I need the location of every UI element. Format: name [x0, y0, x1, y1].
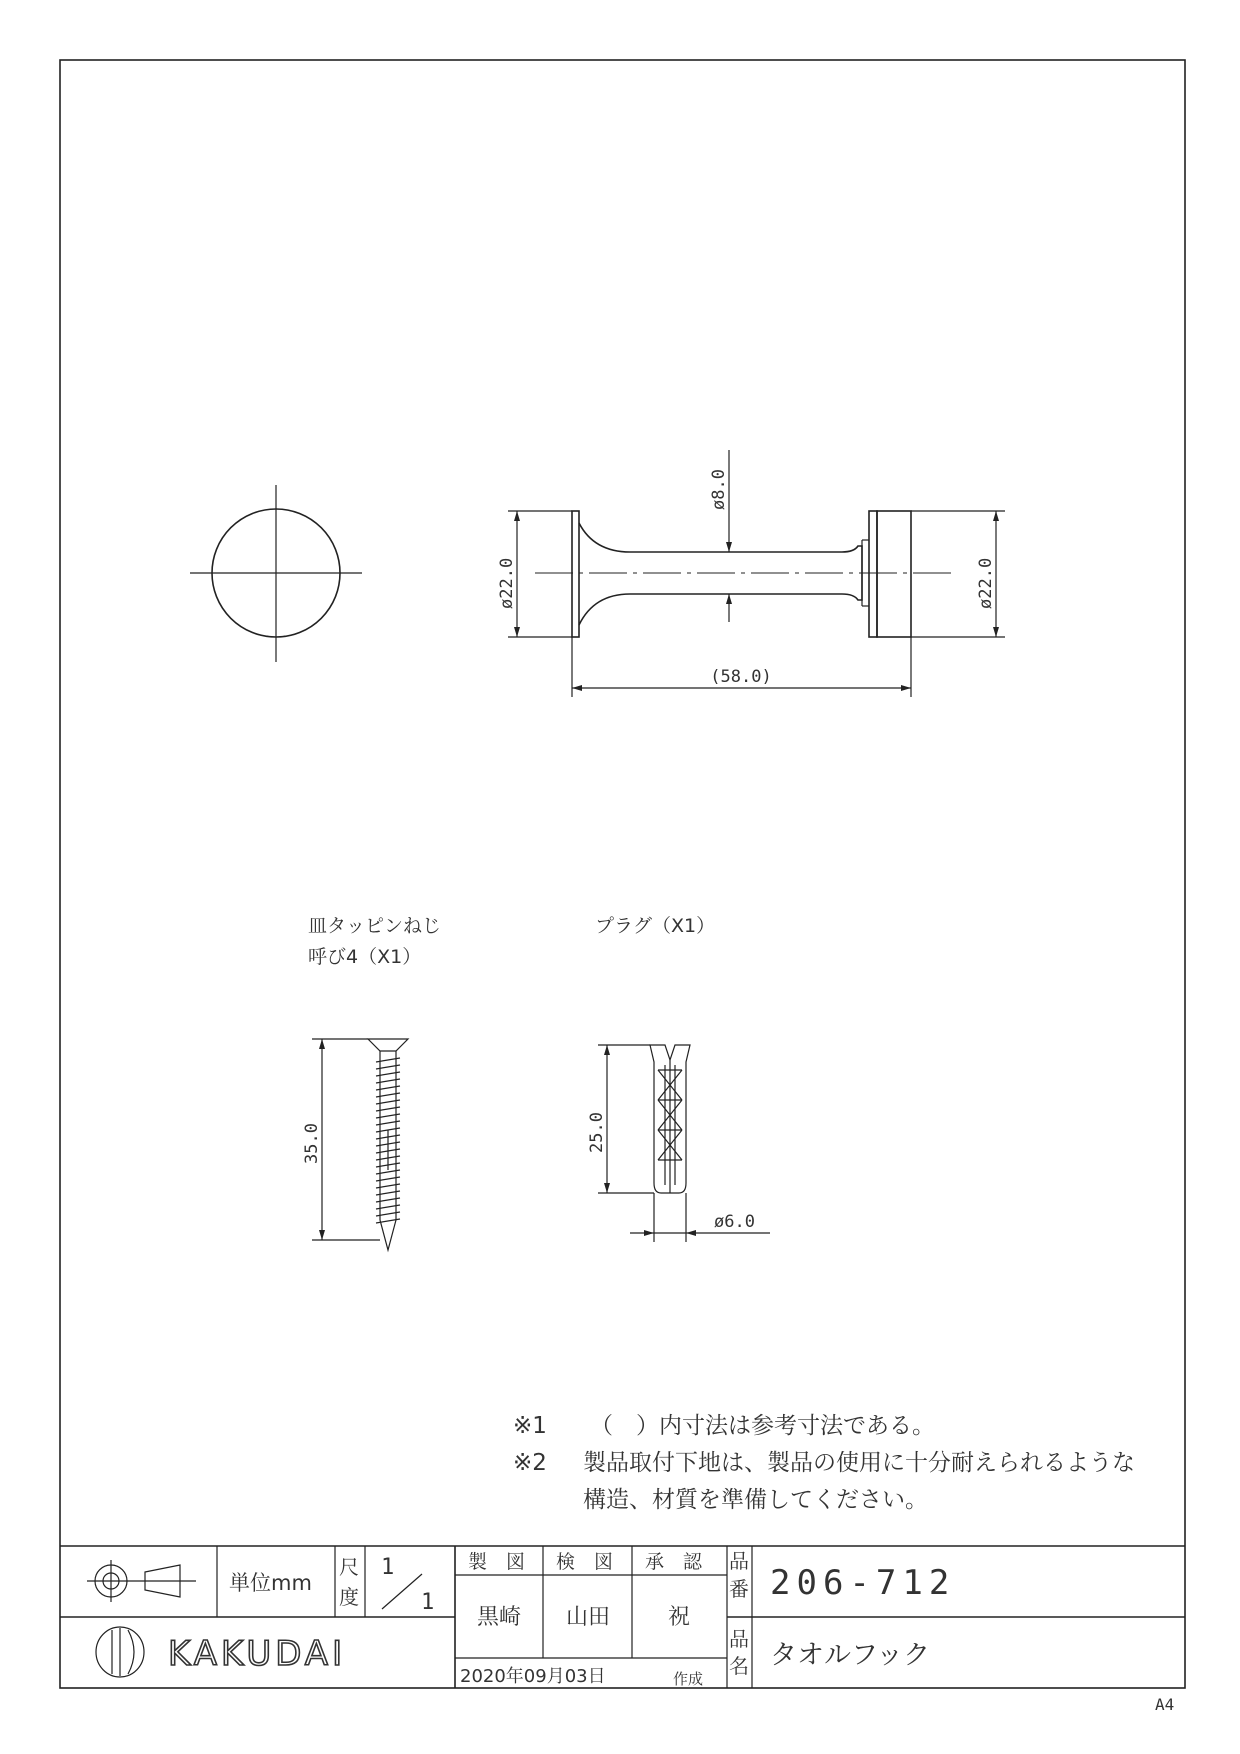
plug-label: プラグ（X1） [595, 915, 716, 937]
unit-label: 単位mm [229, 1571, 312, 1595]
note2-line1: 製品取付下地は、製品の使用に十分耐えられるような [583, 1450, 1135, 1476]
note1-text: （ ）内寸法は参考寸法である。 [590, 1413, 935, 1439]
scale-denominator: 1 [421, 1590, 435, 1615]
title-block [60, 1546, 1185, 1688]
dim-plug-length: 25.0 [587, 1112, 607, 1153]
dim-left-diameter: ø22.0 [497, 557, 517, 609]
approved-by: 祝 [667, 1605, 691, 1630]
part-no-label-2: 番 [729, 1577, 749, 1601]
drawn-by: 黒崎 [476, 1605, 522, 1630]
screw-drawing [302, 915, 441, 1250]
scale-label-2: 度 [339, 1585, 359, 1609]
front-view [190, 485, 362, 662]
hook-right-cap-back [869, 511, 877, 637]
part-no-label-1: 品 [729, 1549, 749, 1573]
paper-size: A4 [1155, 1695, 1175, 1714]
projection-symbol-icon [87, 1560, 196, 1602]
hook-right-cap [877, 511, 911, 637]
hook-side-view [497, 450, 1005, 697]
scale-numerator: 1 [381, 1555, 395, 1580]
dim-hook-length: (58.0) [710, 667, 772, 687]
hook-body [579, 523, 862, 625]
kakudai-logo-icon [96, 1627, 144, 1677]
checked-label: 検 図 [556, 1551, 614, 1573]
part-name-label-1: 品 [729, 1627, 749, 1651]
date: 2020年09月03日 [460, 1666, 606, 1687]
scale-label-1: 尺 [339, 1555, 359, 1579]
notes [513, 1413, 1135, 1513]
dim-plug-diameter: ø6.0 [714, 1212, 755, 1232]
note2-mark: ※2 [513, 1450, 547, 1476]
part-number: 206-712 [770, 1563, 956, 1603]
note2-line2: 構造、材質を準備してください。 [583, 1487, 928, 1513]
part-name: タオルフック [770, 1640, 931, 1671]
date-suffix: 作成 [673, 1670, 704, 1688]
plug-drawing [587, 915, 770, 1242]
screw-head [368, 1039, 408, 1051]
checked-by: 山田 [565, 1605, 611, 1630]
brand-name: KAKUDAI [168, 1634, 347, 1674]
approved-label: 承 認 [645, 1551, 703, 1573]
drawn-label: 製 図 [468, 1551, 526, 1573]
screw-label-line2: 呼び4（X1） [308, 946, 422, 968]
note1-mark: ※1 [513, 1413, 547, 1439]
dim-right-diameter: ø22.0 [976, 557, 996, 609]
sheet-border [60, 60, 1185, 1688]
dim-screw-length: 35.0 [302, 1123, 322, 1164]
part-name-label-2: 名 [729, 1654, 749, 1678]
screw-label-line1: 皿タッピンねじ [308, 915, 442, 937]
dim-shaft-diameter: ø8.0 [709, 469, 729, 510]
hook-left-flange [572, 511, 579, 637]
